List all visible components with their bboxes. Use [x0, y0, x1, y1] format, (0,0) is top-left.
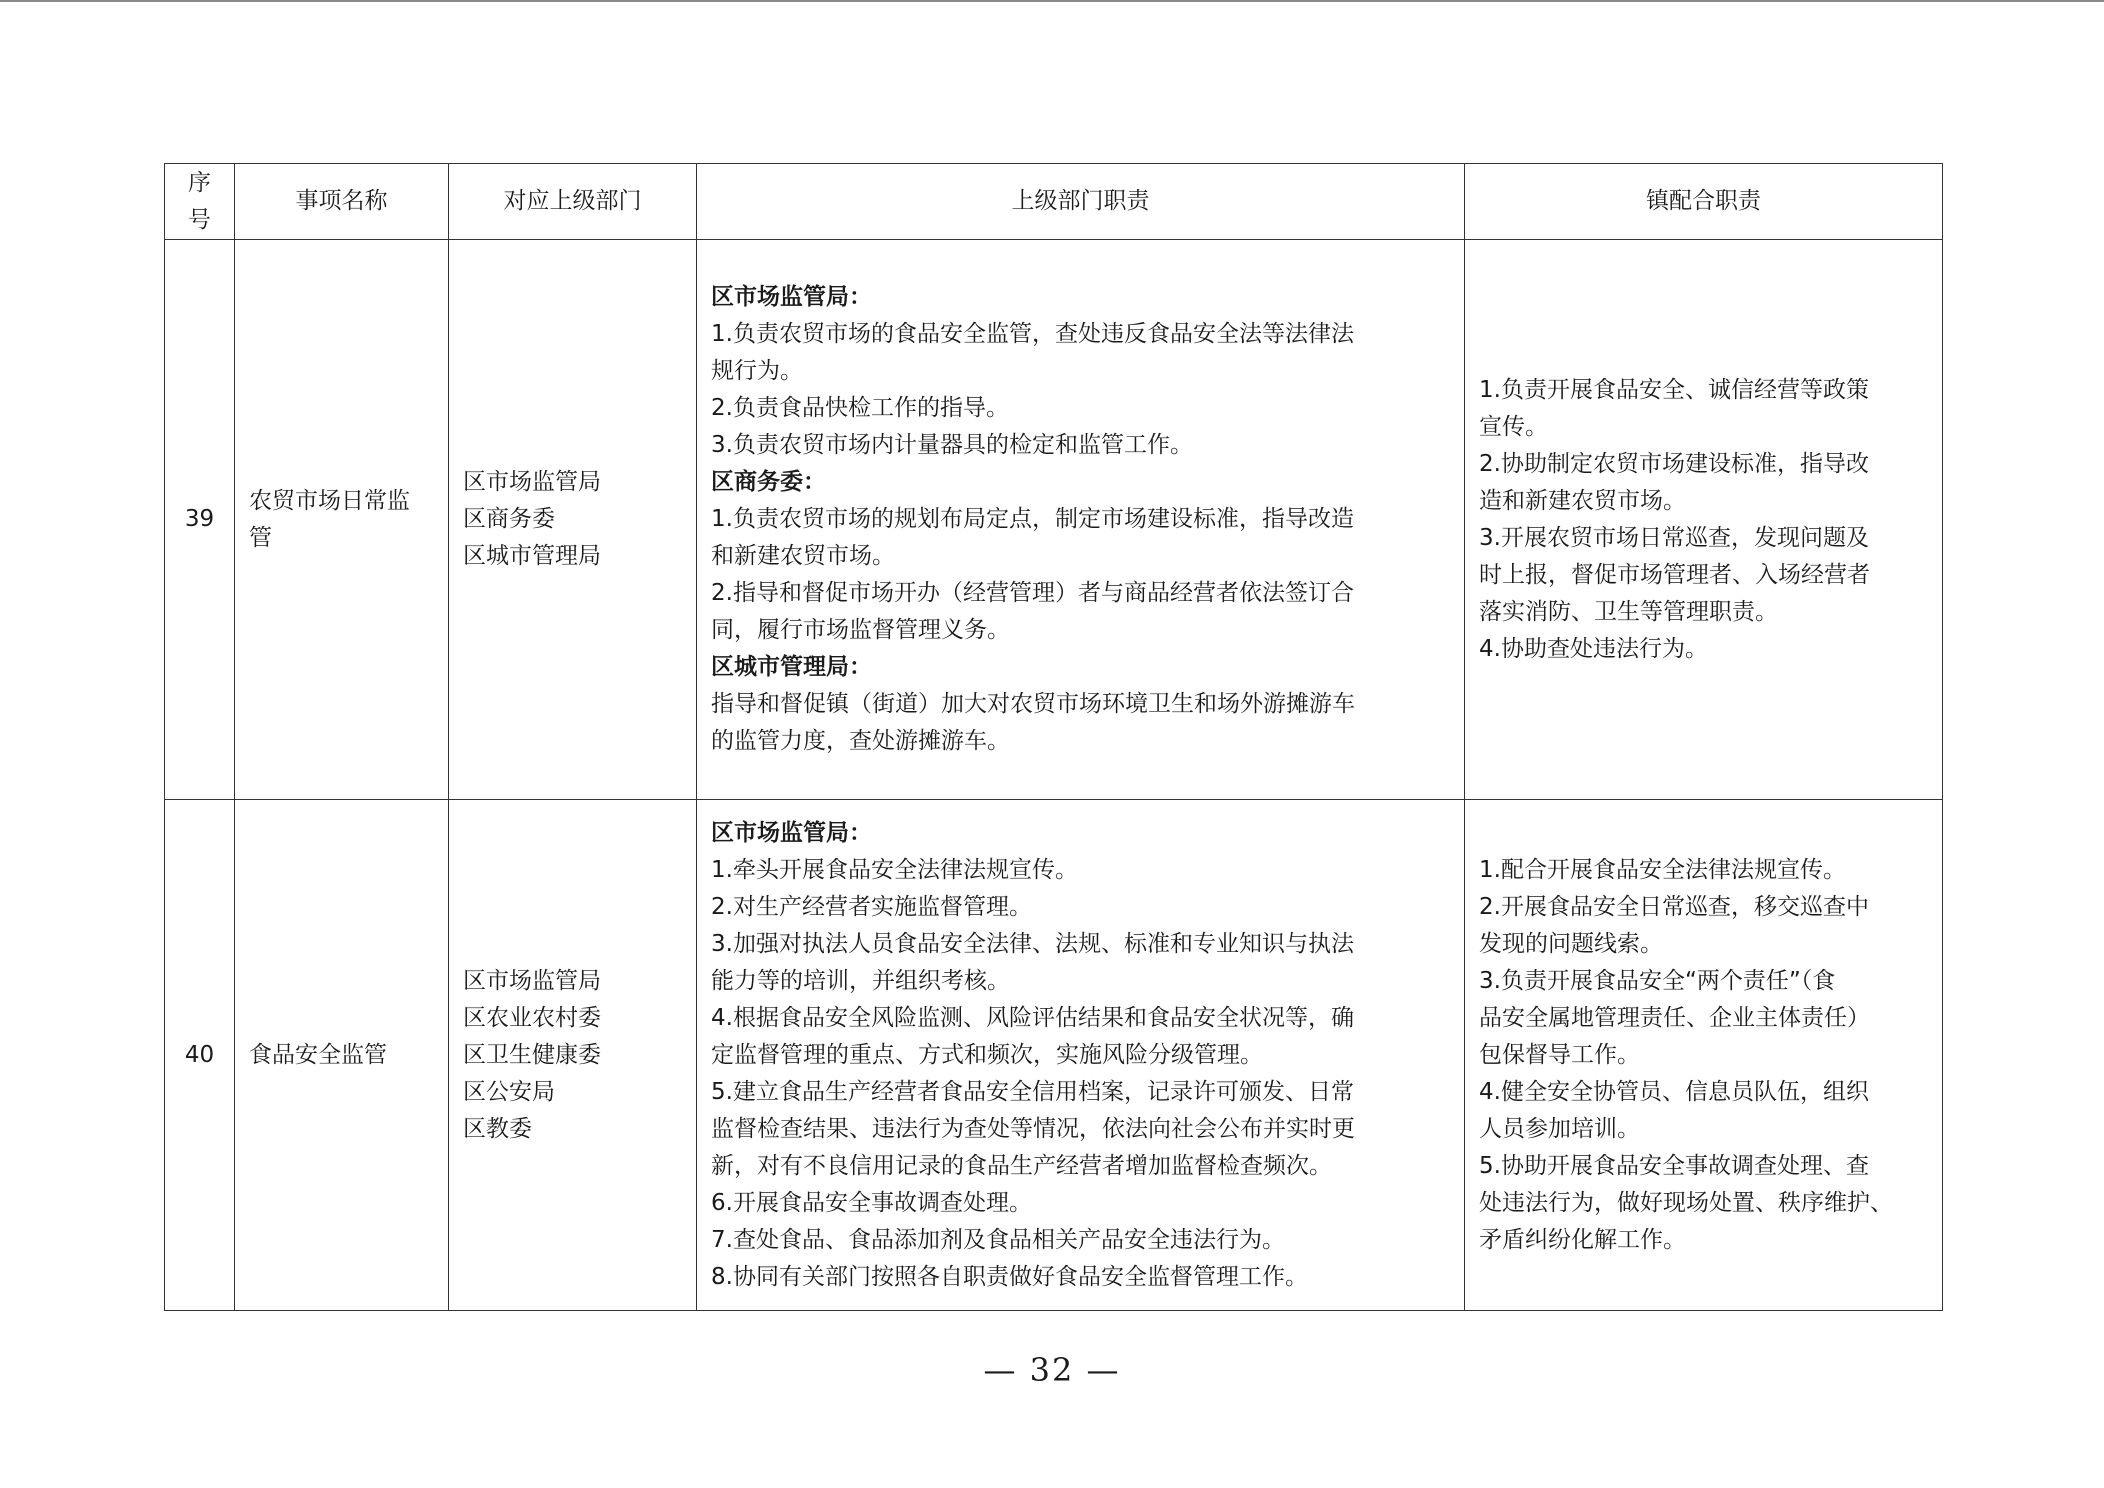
- dept-line: 区商务委: [463, 506, 555, 532]
- item-name-line: 农贸市场日常监: [249, 487, 410, 514]
- town-duty-line: 4.健全安全协管员、信息员队伍，组织: [1479, 1078, 1869, 1105]
- duty-line: 2.负责食品快检工作的指导。: [711, 395, 1009, 421]
- dept-line: 区卫生健康委: [463, 1041, 601, 1068]
- duty-line: 1.牵头开展食品安全法律法规宣传。: [711, 856, 1078, 883]
- town-duty-line: 处违法行为，做好现场处置、秩序维护、: [1479, 1189, 1893, 1216]
- town-duty-line: 1.配合开展食品安全法律法规宣传。: [1479, 856, 1846, 883]
- duty-line: 规行为。: [711, 358, 803, 384]
- town-duty-line: 2.协助制定农贸市场建设标准，指导改: [1479, 450, 1869, 477]
- duty-line: 4.根据食品安全风险监测、风险评估结果和食品安全状况等，确: [711, 1004, 1354, 1031]
- header-town-duty: 镇配合职责: [1465, 164, 1943, 240]
- town-duty-line: 人员参加培训。: [1479, 1115, 1640, 1142]
- table-row: [165, 240, 1943, 800]
- dept-line: 区公安局: [463, 1078, 555, 1105]
- header-seq: [165, 164, 235, 240]
- town-duty-line: 3.负责开展食品安全“两个责任”（食: [1479, 967, 1836, 994]
- page-number: — 32 —: [983, 1351, 1121, 1389]
- row-town-duties: [1465, 800, 1943, 1311]
- duty-line: 2.对生产经营者实施监督管理。: [711, 893, 1032, 920]
- duty-line: 同，履行市场监督管理义务。: [711, 617, 1010, 643]
- dept-line: 区教委: [463, 1115, 532, 1142]
- header-upper-duty: 上级部门职责: [697, 164, 1465, 240]
- duty-line: 定监督管理的重点、方式和频次，实施风险分级管理。: [711, 1041, 1263, 1068]
- header-seq-line2: 号: [188, 206, 211, 233]
- duty-dept-heading: 区商务委：: [711, 469, 826, 495]
- row-seq: 40: [165, 800, 235, 1311]
- page-top-rule: [0, 0, 2104, 2]
- duty-line: 能力等的培训，并组织考核。: [711, 967, 1010, 994]
- duty-dept-heading: 区市场监管局：: [711, 284, 872, 310]
- duty-line: 和新建农贸市场。: [711, 543, 895, 569]
- row-item-name: [235, 800, 449, 1311]
- row-upper-duties: [697, 240, 1465, 800]
- row-upper-depts: [449, 800, 697, 1311]
- table-header-row: [165, 164, 1943, 240]
- header-seq-line1: 序: [188, 169, 211, 196]
- duty-line: 的监管力度，查处游摊游车。: [711, 728, 1010, 754]
- item-name-line: 管: [249, 524, 272, 551]
- duty-line: 3.负责农贸市场内计量器具的检定和监管工作。: [711, 432, 1193, 458]
- dept-line: 区农业农村委: [463, 1004, 601, 1031]
- town-duty-line: 落实消防、卫生等管理职责。: [1479, 598, 1778, 625]
- duty-line: 3.加强对执法人员食品安全法律、法规、标准和专业知识与执法: [711, 930, 1354, 957]
- town-duty-line: 2.开展食品安全日常巡查，移交巡查中: [1479, 893, 1869, 920]
- duty-line: 8.协同有关部门按照各自职责做好食品安全监督管理工作。: [711, 1263, 1308, 1290]
- town-duty-line: 5.协助开展食品安全事故调查处理、查: [1479, 1152, 1869, 1179]
- duty-dept-heading: 区市场监管局：: [711, 819, 872, 846]
- item-name-line: 食品安全监管: [249, 1041, 387, 1068]
- town-duty-line: 造和新建农贸市场。: [1479, 487, 1686, 514]
- duty-line: 1.负责农贸市场的食品安全监管，查处违反食品安全法等法律法: [711, 321, 1354, 347]
- town-duty-line: 矛盾纠纷化解工作。: [1479, 1226, 1686, 1253]
- town-duty-line: 宣传。: [1479, 413, 1548, 440]
- row-upper-duties: [697, 800, 1465, 1311]
- town-duty-line: 1.负责开展食品安全、诚信经营等政策: [1479, 376, 1869, 403]
- town-duty-line: 发现的问题线索。: [1479, 930, 1663, 957]
- duty-line: 7.查处食品、食品添加剂及食品相关产品安全违法行为。: [711, 1226, 1285, 1253]
- dept-line: 区城市管理局: [463, 543, 601, 569]
- dept-line: 区市场监管局: [463, 469, 601, 495]
- town-duty-line: 4.协助查处违法行为。: [1479, 635, 1708, 662]
- duty-table: [164, 163, 1943, 1311]
- duty-line: 1.负责农贸市场的规划布局定点，制定市场建设标准，指导改造: [711, 506, 1354, 532]
- duty-dept-heading: 区城市管理局：: [711, 654, 872, 680]
- town-duty-line: 品安全属地管理责任、企业主体责任）: [1479, 1004, 1870, 1031]
- header-item-name: 事项名称: [235, 164, 449, 240]
- dept-line: 区市场监管局: [463, 967, 601, 994]
- row-item-name: [235, 240, 449, 800]
- town-duty-line: 包保督导工作。: [1479, 1041, 1640, 1068]
- table-row: [165, 800, 1943, 1311]
- town-duty-line: 3.开展农贸市场日常巡查，发现问题及: [1479, 524, 1869, 551]
- row-seq: 39: [165, 240, 235, 800]
- duty-line: 监督检查结果、违法行为查处等情况，依法向社会公布并实时更: [711, 1115, 1355, 1142]
- town-duty-line: 时上报，督促市场管理者、入场经营者: [1479, 561, 1870, 588]
- row-town-duties: [1465, 240, 1943, 800]
- duty-line: 6.开展食品安全事故调查处理。: [711, 1189, 1032, 1216]
- header-upper-dept: 对应上级部门: [449, 164, 697, 240]
- duty-line: 新，对有不良信用记录的食品生产经营者增加监督检查频次。: [711, 1152, 1332, 1179]
- duty-line: 5.建立食品生产经营者食品安全信用档案，记录许可颁发、日常: [711, 1078, 1354, 1105]
- duty-line: 2.指导和督促市场开办（经营管理）者与商品经营者依法签订合: [711, 580, 1354, 606]
- row-upper-depts: [449, 240, 697, 800]
- duty-line: 指导和督促镇（街道）加大对农贸市场环境卫生和场外游摊游车: [711, 691, 1355, 717]
